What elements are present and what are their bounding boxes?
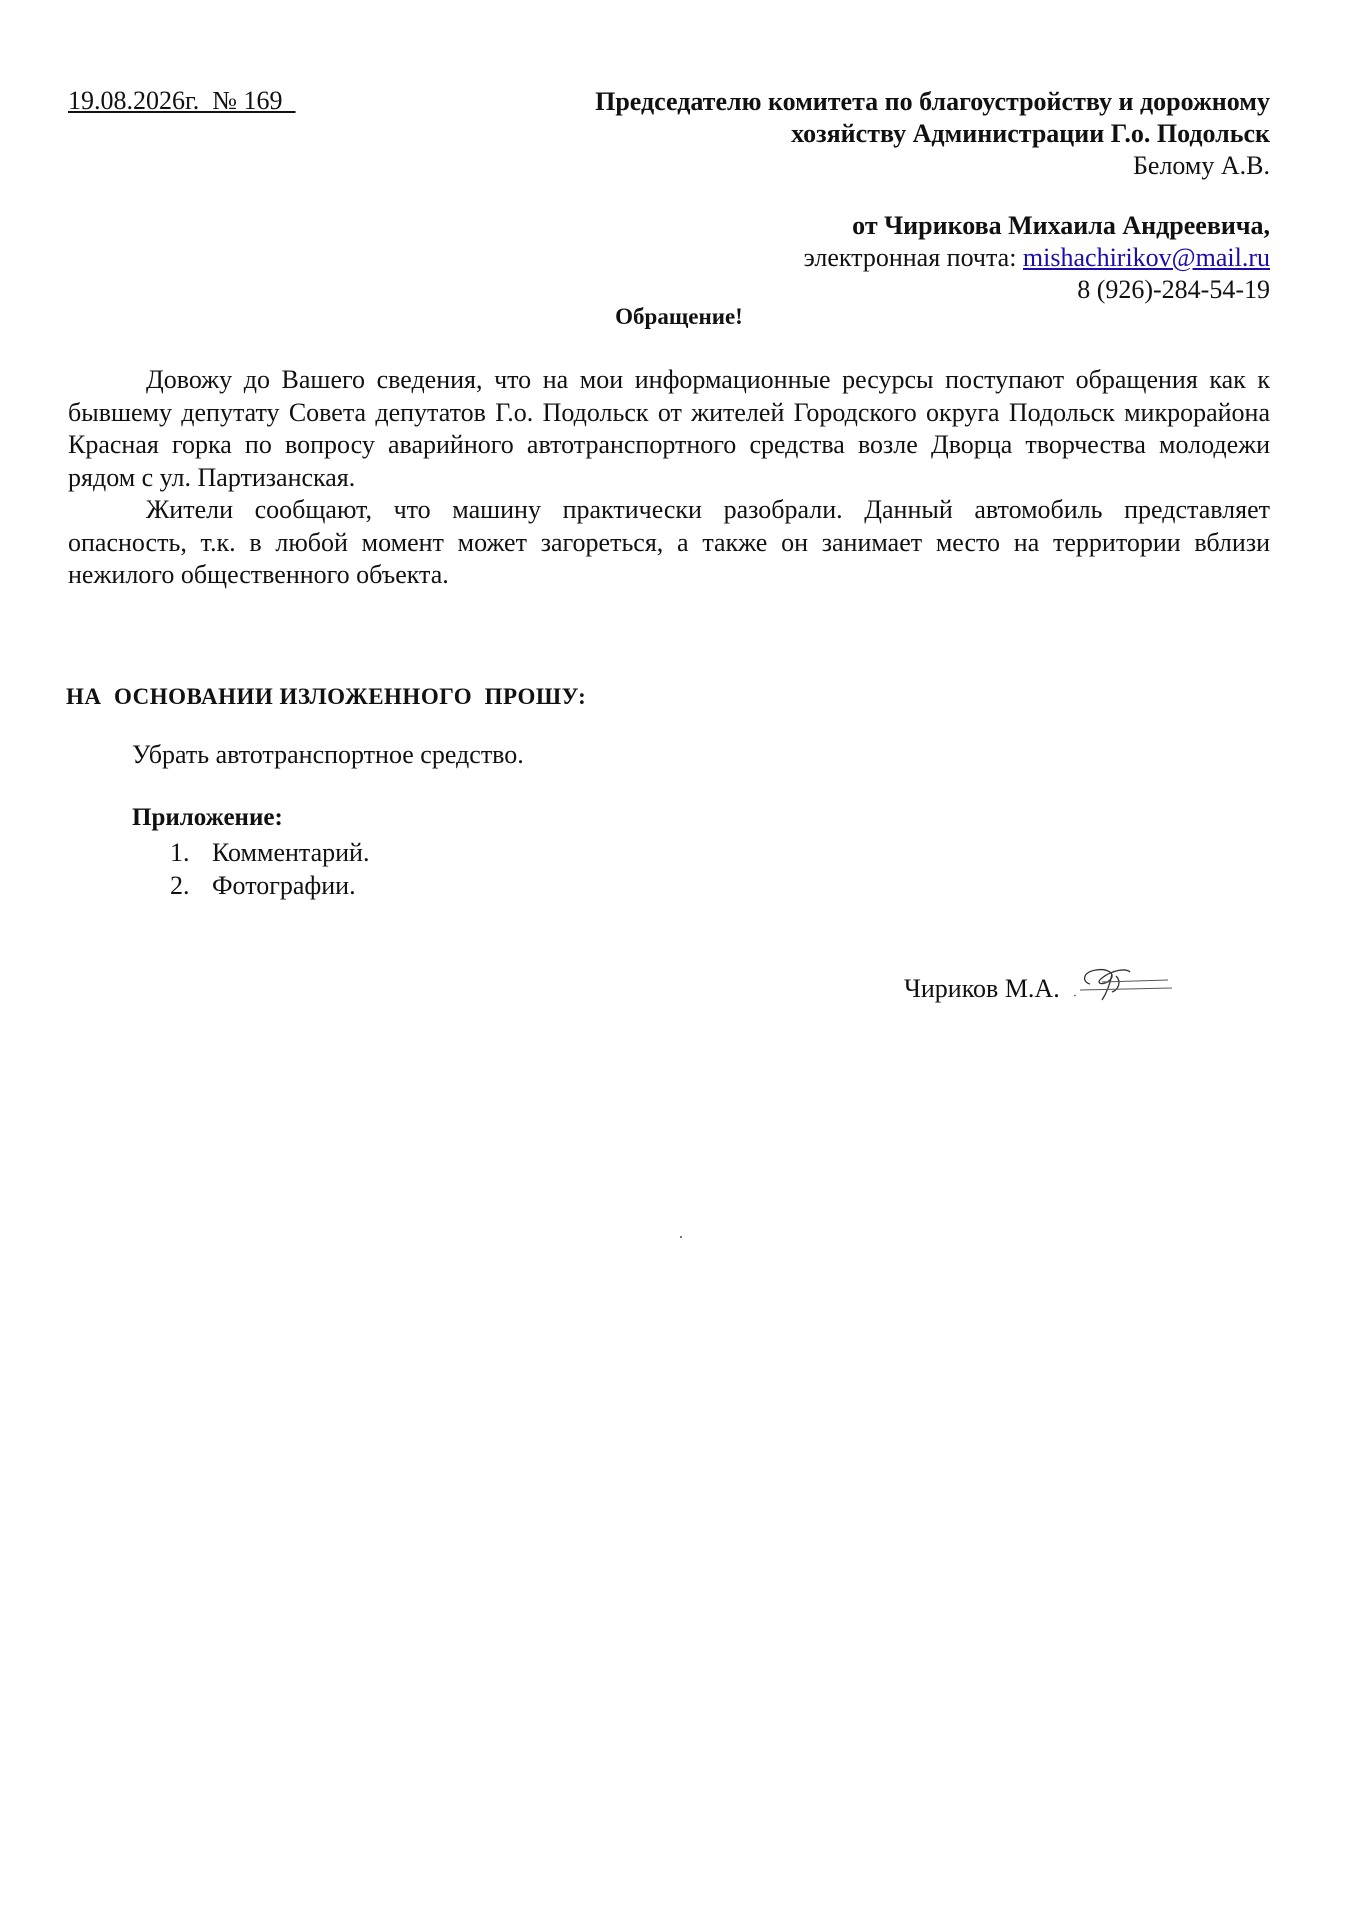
- signatory-name: Чириков М.А.: [904, 974, 1060, 1003]
- email-label: электронная почта:: [803, 243, 1023, 272]
- handwritten-signature: [1072, 960, 1174, 1006]
- scan-speck: [680, 1236, 682, 1238]
- sender-email-line: [470, 242, 1270, 274]
- document-title: Обращение!: [615, 304, 743, 329]
- appendix-item-label: Комментарий.: [212, 838, 370, 867]
- appendix-item-label: Фотографии.: [212, 871, 356, 900]
- appendix-list: [170, 836, 369, 902]
- email-link[interactable]: mishachirikov@mail.ru: [1022, 243, 1270, 272]
- sender-phone: 8 (926)-284-54-19: [1077, 275, 1270, 304]
- addressee-name: Белому А.В.: [1132, 151, 1270, 180]
- addressee-line-1: Председателю комитета по благоустройству и дорожному: [595, 87, 1270, 116]
- request-heading: НА ОСНОВАНИИ ИЗЛОЖЕННОГО ПРОШУ:: [66, 684, 587, 709]
- appendix-item: [170, 836, 369, 869]
- request-text: Убрать автотранспортное средство.: [132, 740, 524, 769]
- document-body: [68, 364, 1270, 592]
- date-and-number: 19.08.2026г. № 169: [68, 86, 296, 115]
- appendix-item-number: 1.: [170, 838, 190, 867]
- appendix-title: Приложение:: [132, 804, 283, 831]
- addressee-block: [470, 86, 1270, 182]
- addressee-line-2: хозяйству Администрации Г.о. Подольск: [791, 119, 1270, 148]
- body-paragraph-2: Жители сообщают, что машину практически разобрали. Данный автомобиль представляет опасность, т.к. в любой момент может загореться, а также он занимает место на территории вблизи нежилого общественного объекта.: [68, 495, 1270, 589]
- sender-name: от Чирикова Михаила Андреевича,: [852, 211, 1270, 240]
- body-paragraph-1: Довожу до Вашего сведения, что на мои информационные ресурсы поступают обращения как к бывшему депутату Совета депутатов Г.о. Подольск от жителей Городского округа Подольск микрорайона Красная горка по вопросу аварийного автотранспортного средства возле Дворца творчества молодежи рядом с ул. Партизанская.: [68, 365, 1270, 492]
- appendix-item-number: 2.: [170, 871, 190, 900]
- sender-block: [470, 210, 1270, 306]
- appendix-item: [170, 869, 369, 902]
